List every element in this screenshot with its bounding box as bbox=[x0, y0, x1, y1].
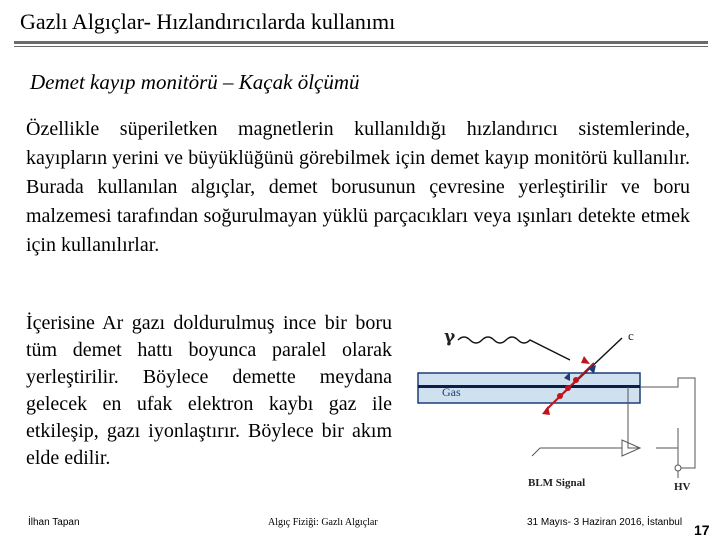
footer-author: İlhan Tapan bbox=[28, 517, 80, 528]
ion-pair bbox=[565, 385, 571, 391]
circuit-wire bbox=[640, 378, 695, 468]
ion-pair bbox=[573, 377, 579, 383]
gamma-label: γ bbox=[444, 327, 456, 347]
gamma-track bbox=[458, 337, 570, 360]
hv-label: HV bbox=[674, 481, 691, 493]
electron-label: c bbox=[628, 328, 634, 343]
blm-diagram bbox=[410, 318, 710, 496]
page-title: Gazlı Algıçlar- Hızlandırıcılarda kullanımı bbox=[20, 9, 396, 34]
ion-arrow bbox=[581, 356, 590, 364]
footer-course: Algıç Fiziği: Gazlı Algıçlar bbox=[268, 517, 378, 528]
ion-pair bbox=[557, 393, 563, 399]
page-number: 17 bbox=[694, 522, 710, 538]
blm-signal-label: BLM Signal bbox=[528, 477, 586, 489]
circuit-wire bbox=[532, 448, 540, 456]
hv-terminal bbox=[675, 465, 681, 471]
intro-paragraph: Özellikle süperiletken magnetlerin kullanıldığı hızlandırıcı sistemlerinde, kayıpların yerini ve büyüklüğünü görebilmek için demet kayıp monitörü kullanılır. Burada kullanılan algıçlar, demet borusunun çevresine yerleştirilir ve boru malzemesi tarafından soğurulmayan yüklü parçacıkları veya ışınları detekte etmek için kullanılırlar. bbox=[26, 118, 690, 256]
footer-date: 31 Mayıs- 3 Haziran 2016, İstanbul bbox=[527, 517, 683, 528]
detail-paragraph: İçerisine Ar gazı doldurulmuş ince bir boru tüm demet hattı boyunca paralel olarak yerleştirilir. Böylece demette meydana gelecek en ufak elektron kaybı gaz ile etkileşip, gazı iyonlaştırır. Böylece bir akım elde edilir. bbox=[26, 312, 392, 469]
section-subtitle: Demet kayıp monitörü – Kaçak ölçümü bbox=[30, 70, 360, 94]
title-divider-thin bbox=[14, 46, 708, 47]
gas-label: Gas bbox=[442, 385, 461, 399]
title-divider bbox=[14, 41, 708, 44]
